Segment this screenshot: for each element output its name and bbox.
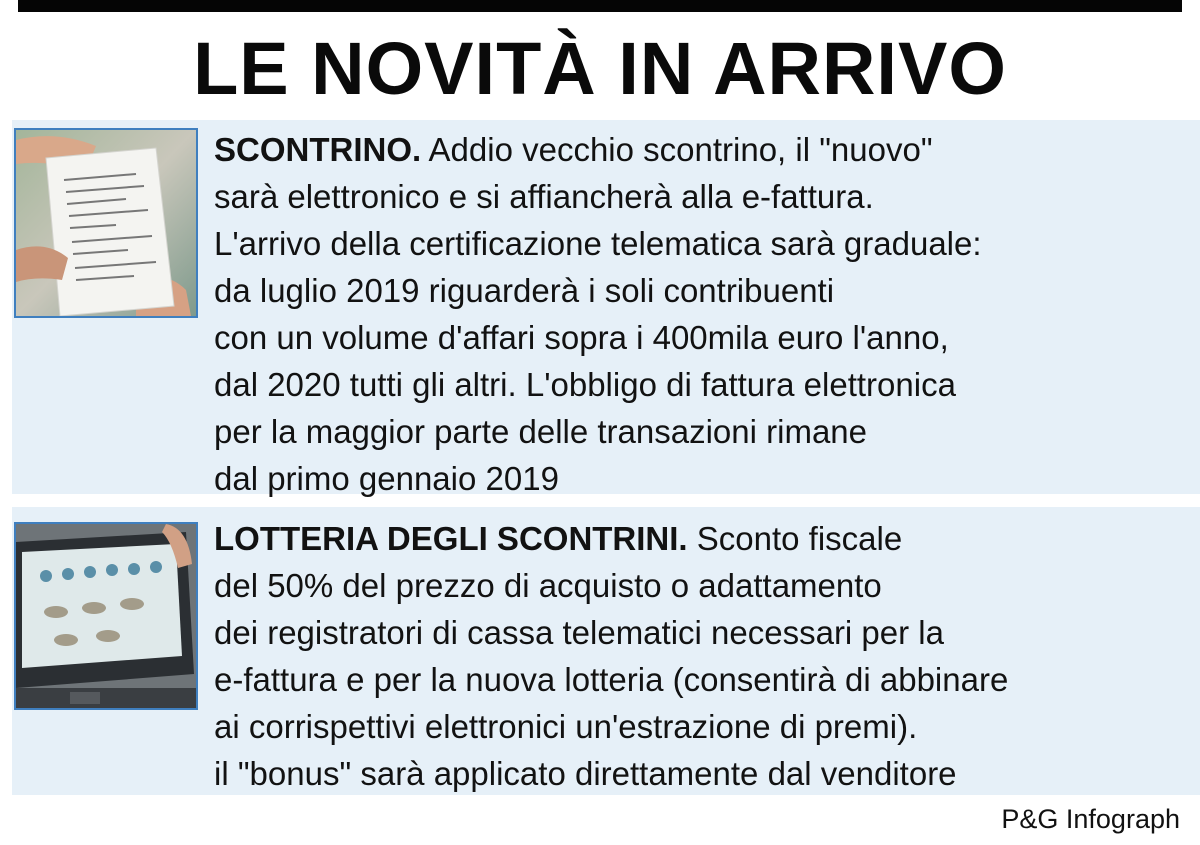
text-line: dal 2020 tutti gli altri. L'obbligo di fattura elettronica (214, 366, 956, 403)
section-scontrino-text (214, 126, 1192, 502)
source-credit: P&G Infograph (1001, 804, 1180, 834)
text-line: con un volume d'affari sopra i 400mila euro l'anno, (214, 319, 949, 356)
text-line: dal primo gennaio 2019 (214, 460, 559, 497)
text-line: il "bonus" sarà applicato direttamente dal venditore (214, 755, 957, 792)
page-title: LE NOVITÀ IN ARRIVO (193, 27, 1007, 110)
section-heading: SCONTRINO. (214, 131, 422, 168)
section-heading: LOTTERIA DEGLI SCONTRINI. (214, 520, 688, 557)
text-line: dei registratori di cassa telematici necessari per la (214, 614, 944, 651)
receipt-photo (14, 128, 198, 318)
text-line: da luglio 2019 riguarderà i soli contribuenti (214, 272, 835, 309)
text-line: sarà elettronico e si affiancherà alla e-fattura. (214, 178, 874, 215)
text-line: per la maggior parte delle transazioni rimane (214, 413, 868, 450)
section-scontrino (12, 120, 1200, 497)
text-line: L'arrivo della certificazione telematica sarà graduale: (214, 225, 982, 262)
section-lotteria (12, 507, 1200, 795)
section-lotteria-text (214, 515, 1192, 797)
top-rule (18, 0, 1182, 12)
text-line: del 50% del prezzo di acquisto o adattamento (214, 567, 882, 604)
cash-register-photo (14, 522, 198, 710)
text-line: LOTTERIA DEGLI SCONTRINI. Sconto fiscale (214, 520, 903, 557)
text-line: e-fattura e per la nuova lotteria (consentirà di abbinare (214, 661, 1009, 698)
text-line: SCONTRINO. Addio vecchio scontrino, il "nuovo" (214, 131, 933, 168)
text-line: ai corrispettivi elettronici un'estrazione di premi). (214, 708, 918, 745)
